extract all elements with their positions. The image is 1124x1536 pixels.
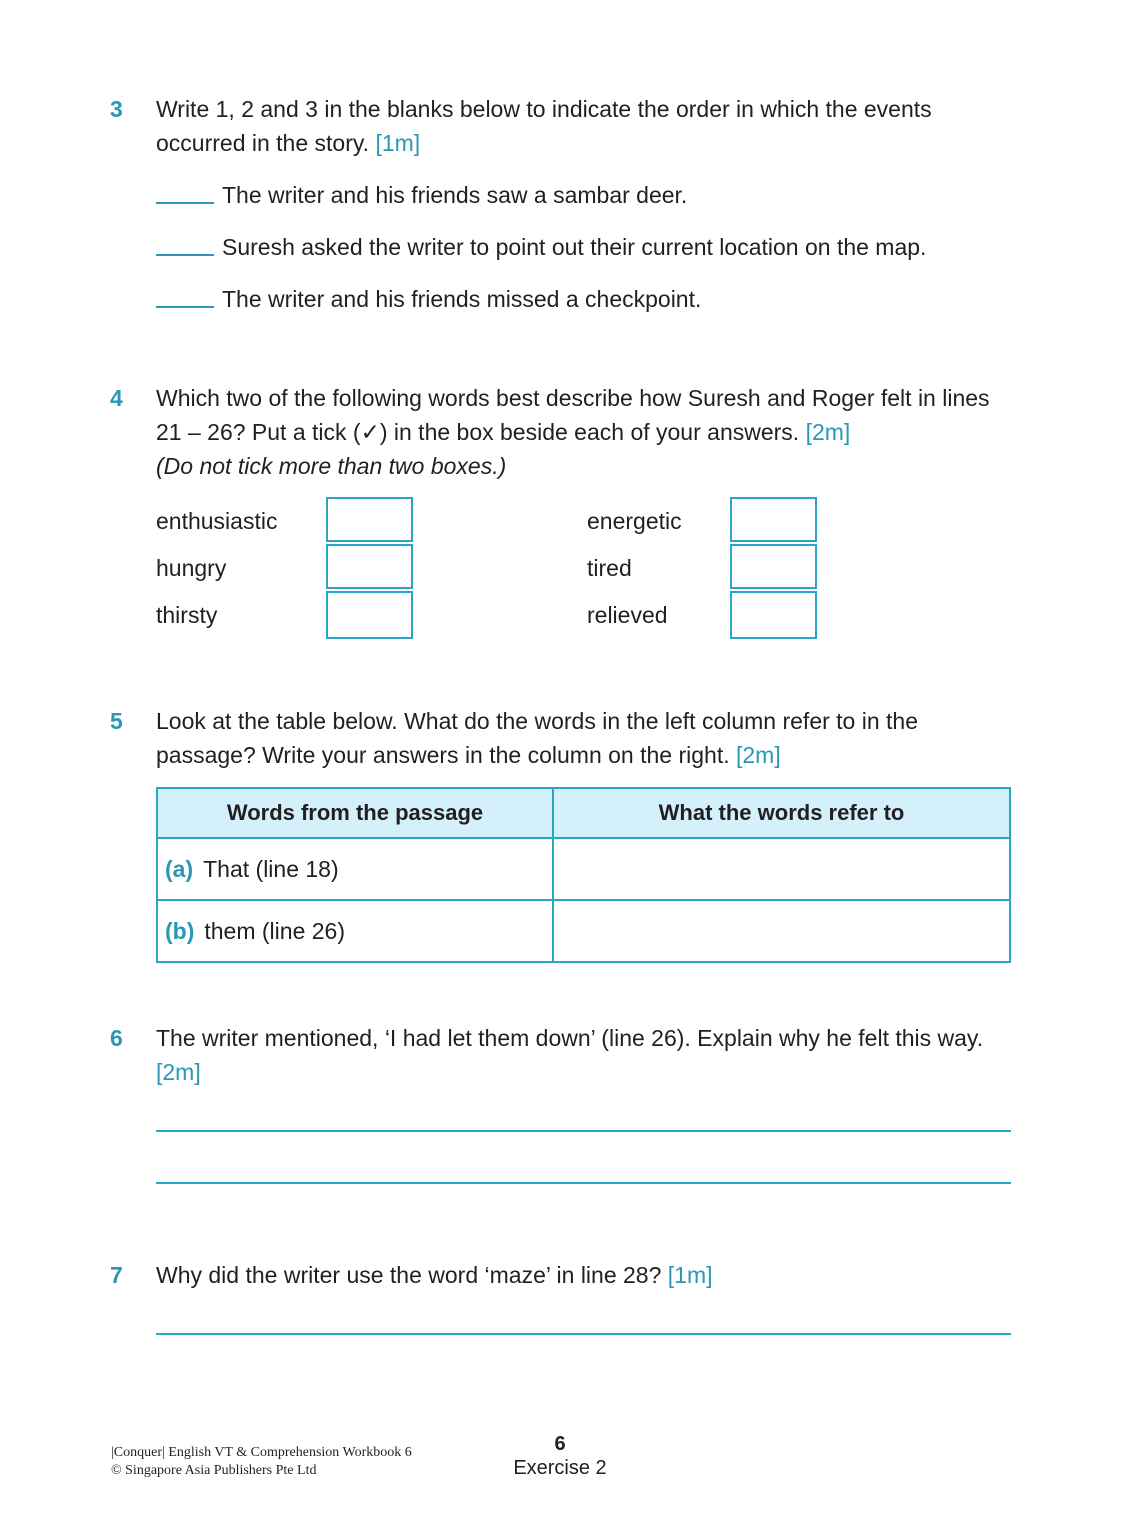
question-5 <box>110 704 1015 772</box>
question-number: 4 <box>110 385 123 411</box>
footer-publisher <box>111 1444 412 1480</box>
marks: [2m] <box>736 742 781 768</box>
tickbox-enthusiastic[interactable] <box>326 497 413 542</box>
marks: [1m] <box>667 1262 713 1288</box>
question-text: The writer mentioned, ‘I had let them down’ (line 26). Explain why he felt this way. [2m] <box>156 1025 984 1085</box>
question-number: 7 <box>110 1262 123 1288</box>
option-energetic: energetic <box>587 508 682 534</box>
question-number: 5 <box>110 708 123 734</box>
tickbox-relieved[interactable] <box>730 591 817 639</box>
tickbox-energetic[interactable] <box>730 497 817 542</box>
answer-cell-a[interactable] <box>553 838 1010 900</box>
answer-line-q6-1[interactable] <box>156 1130 1011 1132</box>
answer-line-q7[interactable] <box>156 1333 1011 1335</box>
question-6 <box>110 1021 1015 1089</box>
question-3 <box>110 92 1015 160</box>
question-text: Look at the table below. What do the words in the left column refer to in the passage? Write your answers in the column on the right. [2m] <box>156 708 918 768</box>
book-title: |Conquer| English VT & Comprehension Workbook 6 <box>111 1445 412 1460</box>
marks: [1m] <box>375 130 421 156</box>
order-blank-1[interactable] <box>156 201 214 204</box>
order-blank-3[interactable] <box>156 305 214 308</box>
question-text: Which two of the following words best describe how Suresh and Roger felt in lines 21 – 26? Put a tick (✓) in the box beside each of your answers. [2m] (Do not tick more than two boxes.) <box>156 385 990 479</box>
column-header-words: Words from the passage <box>157 788 553 838</box>
word-cell: (a) That (line 18) <box>157 838 553 900</box>
tickbox-thirsty[interactable] <box>326 591 413 639</box>
question-number: 3 <box>110 96 123 122</box>
option-relieved: relieved <box>587 602 668 628</box>
footer-page <box>500 1432 620 1480</box>
order-item: Suresh asked the writer to point out their current location on the map. <box>156 232 926 262</box>
question-text: Write 1, 2 and 3 in the blanks below to indicate the order in which the events occurred in the story. [1m] <box>156 96 932 156</box>
option-thirsty: thirsty <box>156 602 218 628</box>
table-row <box>157 900 1010 962</box>
word-cell: (b) them (line 26) <box>157 900 553 962</box>
instruction-note: (Do not tick more than two boxes.) <box>156 453 507 479</box>
option-hungry: hungry <box>156 555 227 581</box>
order-item: The writer and his friends missed a checkpoint. <box>156 284 701 314</box>
reference-table <box>156 787 1011 963</box>
question-4 <box>110 381 1015 483</box>
copyright: © Singapore Asia Publishers Pte Ltd <box>111 1463 317 1478</box>
order-item: The writer and his friends saw a sambar deer. <box>156 180 687 210</box>
answer-line-q6-2[interactable] <box>156 1182 1011 1184</box>
option-tired: tired <box>587 555 632 581</box>
tickbox-hungry[interactable] <box>326 544 413 589</box>
tickbox-tired[interactable] <box>730 544 817 589</box>
answer-cell-b[interactable] <box>553 900 1010 962</box>
table-row <box>157 838 1010 900</box>
exercise-label: Exercise 2 <box>513 1457 607 1479</box>
column-header-refer: What the words refer to <box>553 788 1010 838</box>
table-header-row <box>157 788 1010 838</box>
option-enthusiastic: enthusiastic <box>156 508 278 534</box>
question-7 <box>110 1258 1015 1292</box>
marks: [2m] <box>156 1059 201 1085</box>
page-number: 6 <box>554 1433 566 1455</box>
question-number: 6 <box>110 1025 123 1051</box>
order-blank-2[interactable] <box>156 253 214 256</box>
marks: [2m] <box>805 419 851 445</box>
question-text: Why did the writer use the word ‘maze’ in line 28? [1m] <box>156 1262 713 1288</box>
